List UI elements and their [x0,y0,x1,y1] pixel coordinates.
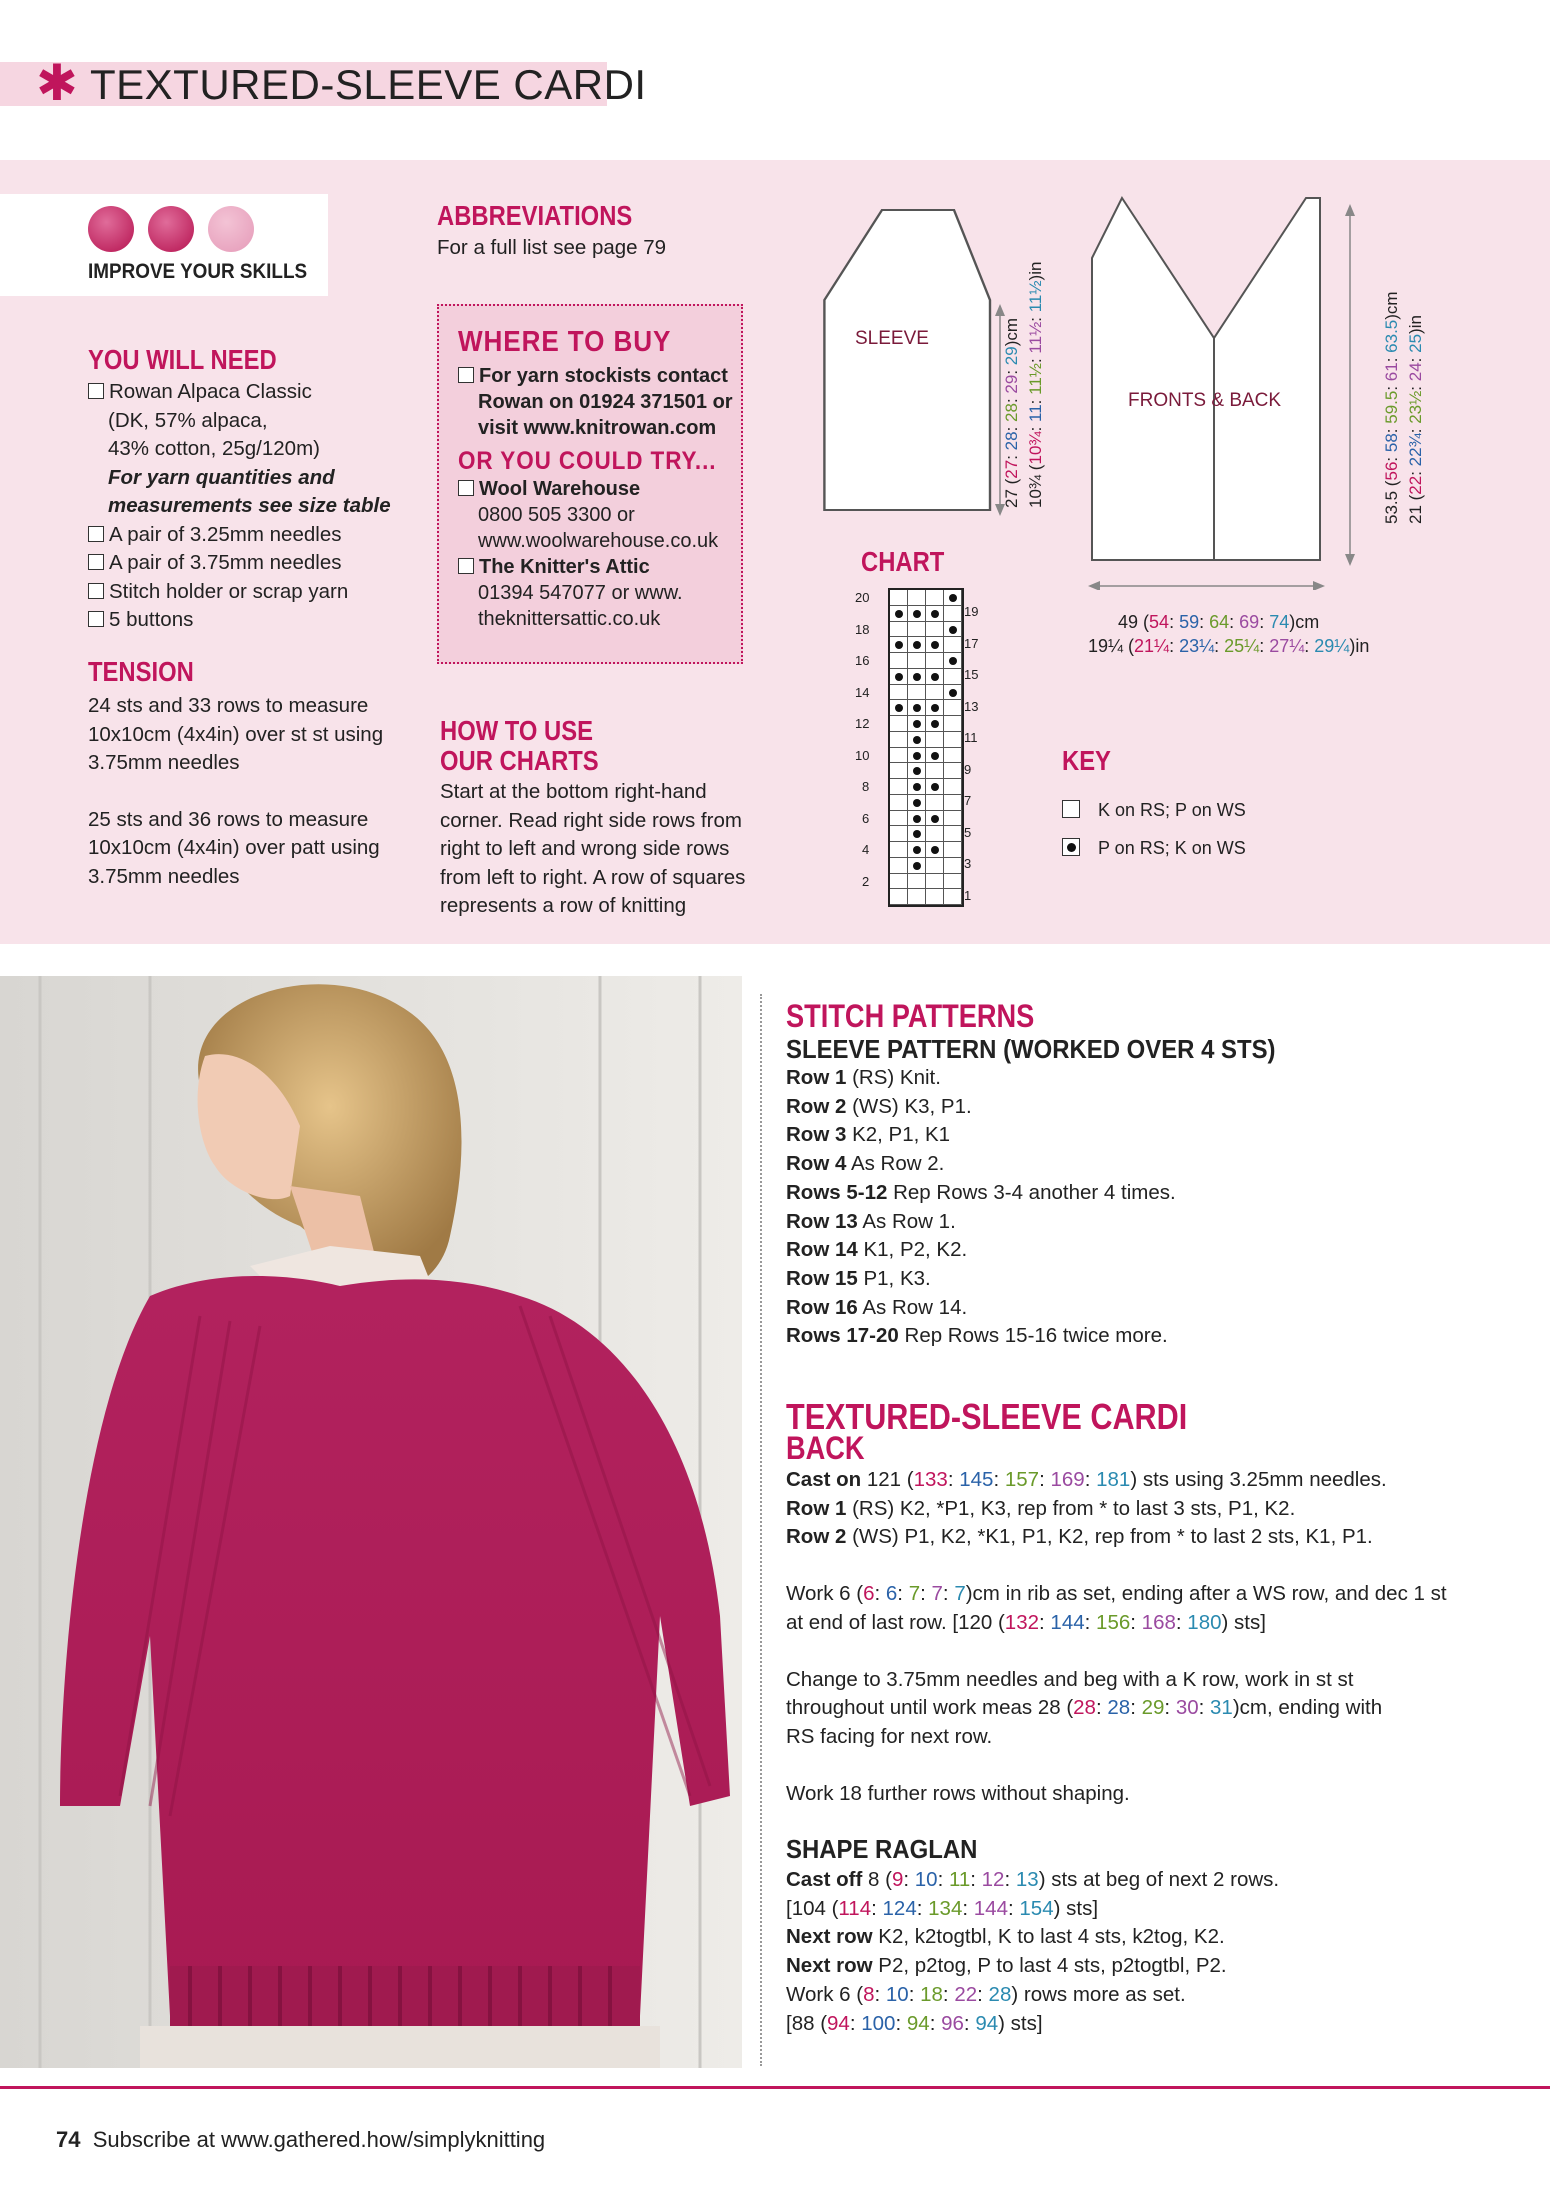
yarn-ball-icon [88,206,134,252]
knit-stitch-cell [908,622,926,638]
body-length-in: 21 (22: 22¾: 23½: 24: 25)in [1406,315,1425,524]
text-line: 24 sts and 33 rows to measure [88,694,369,717]
text-line: corner. Read right side rows from [440,808,742,832]
yarn-ball-icon [208,206,254,252]
purl-symbol-icon [1062,838,1080,856]
knit-stitch-cell [926,685,944,701]
sleeve-shape [824,210,990,510]
knit-stitch-cell [908,653,926,669]
how-to-use-text [440,778,745,921]
knit-stitch-cell [926,590,944,606]
purl-stitch-cell [926,606,944,622]
abbreviations-heading: ABBREVIATIONS [437,200,633,231]
text-line: 10x10cm (4x4in) over patt using [88,836,380,859]
list-item: A pair of 3.25mm needles [109,522,342,546]
abbreviations-text: For a full list see page 79 [437,236,667,259]
list-item: Stitch holder or scrap yarn [109,579,349,603]
knit-stitch-cell [908,685,926,701]
tension-heading: TENSION [88,656,194,687]
checkbox-icon [88,583,104,599]
knit-stitch-cell [908,590,926,606]
chart-row-number: 14 [855,684,870,700]
purl-stitch-cell [908,716,926,732]
text-line: throughout until work meas 28 (28: 28: 29: 30: 31)cm, ending with [786,1696,1383,1720]
knit-stitch-cell [908,874,926,890]
purl-stitch-cell [890,637,908,653]
list-note: measurements see size table [108,494,391,517]
knit-stitch-cell [944,779,962,795]
purl-stitch-cell [926,779,944,795]
text-line: from left to right. A row of squares [440,865,746,889]
chart-row-number: 19 [964,604,979,619]
text-line: Change to 3.75mm needles and beg with a K row, work in st st [786,1667,1354,1691]
stockist-name: The Knitter's Attic [479,556,650,578]
knit-stitch-cell [944,826,962,842]
key-heading: KEY [1062,745,1111,776]
list-item: A pair of 3.75mm needles [109,551,342,574]
chart-row-number: 17 [964,635,979,651]
knit-stitch-cell [944,669,962,685]
text-line: 3.75mm needles [88,751,240,774]
chart-row-number: 4 [862,842,870,857]
knit-symbol-icon [1062,800,1080,818]
chart-row-number: 11 [964,730,978,745]
purl-stitch-cell [944,653,962,669]
purl-stitch-cell [890,700,908,716]
raglan-instructions [786,1866,1279,2038]
pattern-row: Row 16 As Row 14. [786,1295,968,1319]
knit-stitch-cell [944,874,962,890]
purl-stitch-cell [944,590,962,606]
text-line: right to left and wrong side rows [440,837,730,860]
chart-row-number: 9 [964,761,972,777]
purl-stitch-cell [908,637,926,653]
chart-row-number: 1 [964,887,972,903]
purl-stitch-cell [890,669,908,685]
pattern-row: Rows 5-12 Rep Rows 3-4 another 4 times. [786,1180,1176,1204]
checkbox-icon [88,611,104,627]
text-line: Work 6 (6: 6: 7: 7: 7)cm in rib as set, ending after a WS row, and dec 1 st [786,1582,1447,1606]
pattern-row: Row 4 As Row 2. [786,1152,945,1176]
stitch-patterns-heading: STITCH PATTERNS [786,998,1035,1034]
sleeve-length-cm: 27 (27: 28: 28: 29: 29)cm [1002,317,1021,508]
purl-stitch-cell [926,716,944,732]
purl-stitch-cell [908,858,926,874]
pattern-row: Row 1 (RS) Knit. [786,1066,941,1089]
list-item: (DK, 57% alpaca, [108,408,268,432]
chart-row-number: 10 [855,747,870,763]
knit-stitch-cell [908,889,926,905]
text-line: represents a row of knitting [440,894,687,917]
sleeve-length-in: 10¾ (10¾: 11: 11½: 11½: 11½)in [1026,261,1045,508]
knit-stitch-cell [926,622,944,638]
sleeve-label: SLEEVE [855,328,929,349]
how-to-use-heading [440,716,599,776]
pattern-row: Rows 17-20 Rep Rows 15-16 twice more. [786,1324,1168,1348]
sleeve-pattern-rows [786,1064,1176,1351]
pattern-row: Row 13 As Row 1. [786,1209,956,1233]
knit-stitch-cell [890,795,908,811]
page-title: TEXTURED-SLEEVE CARDI [90,61,647,108]
you-will-need-heading: YOU WILL NEED [88,344,277,375]
purl-stitch-cell [926,748,944,764]
sleeve-pattern-subheading: SLEEVE PATTERN (WORKED OVER 4 STS) [786,1034,1276,1064]
body-length-cm: 53.5 (56: 58: 59.5: 61: 63.5)cm [1382,291,1401,524]
text-line: For yarn stockists contact [479,365,728,387]
checkbox-icon [458,367,474,383]
cardi-heading: TEXTURED-SLEEVE CARDI [786,1396,1188,1437]
chart-row-number: 13 [964,698,979,714]
knit-stitch-cell [890,748,908,764]
checkbox-icon [458,558,474,574]
list-item: 5 buttons [109,608,194,631]
knit-stitch-cell [944,763,962,779]
yarn-ball-icon [148,206,194,252]
purl-stitch-cell [908,748,926,764]
text-line: at end of last row. [120 (132: 144: 156: 168: 180) sts] [786,1610,1266,1634]
purl-stitch-cell [926,700,944,716]
knit-stitch-cell [890,590,908,606]
pattern-row: Row 2 (WS) K3, P1. [786,1094,972,1118]
knit-stitch-cell [890,889,908,905]
text-line: Work 18 further rows without shaping. [786,1781,1130,1805]
chart-row-number: 3 [964,856,972,871]
width-cm: 49 (54: 59: 64: 69: 74)cm [1118,612,1320,632]
text-line: Row 2 (WS) P1, K2, *K1, P1, K2, rep from * to last 2 sts, K1, P1. [786,1525,1373,1549]
knit-stitch-cell [926,874,944,890]
knit-stitch-cell [926,826,944,842]
knit-stitch-cell [890,779,908,795]
text-line: 10x10cm (4x4in) over st st using [88,722,384,746]
fronts-back-shape [1092,198,1320,560]
purl-stitch-cell [926,811,944,827]
purl-stitch-cell [944,622,962,638]
purl-stitch-cell [908,732,926,748]
purl-stitch-cell [908,811,926,827]
where-to-buy-heading: WHERE TO BUY [458,326,672,358]
chart-row-number: 16 [855,653,870,668]
tension-text [88,692,383,891]
knit-stitch-cell [944,889,962,905]
knit-stitch-cell [944,716,962,732]
knit-stitch-cell [926,732,944,748]
footer-rule [0,2086,1550,2089]
text-line: 25 sts and 36 rows to measure [88,807,369,831]
knit-stitch-cell [890,826,908,842]
pattern-row: Row 14 K1, P2, K2. [786,1238,968,1262]
text-line: Row 1 (RS) K2, *P1, K3, rep from * to last 3 sts, P1, K2. [786,1496,1296,1520]
knit-stitch-cell [890,858,908,874]
knit-stitch-cell [944,795,962,811]
purl-stitch-cell [926,637,944,653]
purl-stitch-cell [926,669,944,685]
purl-stitch-cell [908,606,926,622]
knit-stitch-cell [890,732,908,748]
key-purl-label: P on RS; K on WS [1098,838,1246,858]
knit-stitch-cell [890,811,908,827]
page-number: 74 [56,2127,81,2152]
list-item: 43% cotton, 25g/120m) [108,437,320,460]
pattern-row: Row 3 K2, P1, K1 [786,1123,951,1147]
knit-stitch-cell [944,858,962,874]
back-instructions [786,1466,1447,1808]
purl-stitch-cell [908,669,926,685]
text-line: Cast on 121 (133: 145: 157: 169: 181) sts using 3.25mm needles. [786,1468,1387,1491]
column-divider [760,994,762,2066]
checkbox-icon [88,554,104,570]
purl-stitch-cell [908,779,926,795]
purl-stitch-cell [908,795,926,811]
you-will-need-list [88,378,391,635]
heading-line: OUR CHARTS [440,745,599,776]
purl-stitch-cell [908,700,926,716]
chart-row-number: 2 [862,873,870,889]
text-line: visit www.knitrowan.com [478,417,717,439]
chart-row-number: 15 [964,667,979,682]
stockist-name: Wool Warehouse [479,478,641,500]
text-line: 3.75mm needles [88,864,240,888]
text-line: 0800 505 3300 or [478,504,635,526]
chart-row-number: 6 [862,810,870,826]
checkbox-icon [88,526,104,542]
subscribe-link[interactable]: Subscribe at www.gathered.how/simplyknitting [92,2127,546,2152]
chart-row-number: 7 [964,793,972,808]
chart-row-number: 18 [855,621,870,637]
text-line: www.woolwarehouse.co.uk [478,530,719,552]
knit-stitch-cell [926,889,944,905]
list-note: For yarn quantities and [108,465,335,489]
knit-stitch-cell [890,763,908,779]
stitch-chart [888,588,964,907]
pattern-row: Row 15 P1, K3. [786,1266,931,1290]
list-item: Rowan Alpaca Classic [109,380,312,403]
chart-row-number: 5 [964,824,972,840]
alt-stockists-heading: OR YOU COULD TRY... [458,447,717,475]
schematic-diagram [810,190,1370,590]
footer [56,2127,545,2153]
text-line: theknittersattic.co.uk [478,608,661,630]
purl-stitch-cell [890,606,908,622]
model-photo [0,976,742,2068]
knit-stitch-cell [890,653,908,669]
text-line: Start at the bottom right-hand [440,780,707,803]
knit-stitch-cell [944,700,962,716]
width-in: 19¼ (21¼: 23¼: 25¼: 27¼: 29¼)in [1088,636,1370,656]
shape-raglan-heading: SHAPE RAGLAN [786,1834,978,1864]
body-label: FRONTS & BACK [1128,390,1282,411]
knit-stitch-cell [890,874,908,890]
text-line: 01394 547077 or www. [478,582,683,604]
heading-line: HOW TO USE [440,715,593,746]
text-line: Next row P2, p2tog, P to last 4 sts, p2togtbl, P2. [786,1954,1227,1978]
text-line: Rowan on 01924 371501 or [478,391,733,413]
skills-label: IMPROVE YOUR SKILLS [88,260,308,283]
chart-row-number: 12 [855,716,870,731]
purl-stitch-cell [908,826,926,842]
text-line: Work 6 (8: 10: 18: 22: 28) rows more as set. [786,1982,1186,2006]
knit-stitch-cell [944,606,962,622]
knit-stitch-cell [926,653,944,669]
purl-stitch-cell [908,842,926,858]
text-line: Cast off 8 (9: 10: 11: 12: 13) sts at beg of next 2 rows. [786,1868,1280,1891]
chart-row-number: 8 [862,779,870,794]
knit-stitch-cell [944,842,962,858]
knit-stitch-cell [926,763,944,779]
knit-stitch-cell [944,637,962,653]
back-heading: BACK [786,1430,865,1466]
chart-row-number: 20 [855,590,870,605]
purl-stitch-cell [944,685,962,701]
asterisk-icon: ✱ [36,55,78,111]
knit-stitch-cell [926,858,944,874]
key-knit-label: K on RS; P on WS [1098,800,1246,820]
text-line: [88 (94: 100: 94: 96: 94) sts] [786,2011,1043,2035]
knit-stitch-cell [890,842,908,858]
knit-stitch-cell [944,748,962,764]
knit-stitch-cell [926,795,944,811]
knit-stitch-cell [890,622,908,638]
purl-stitch-cell [908,763,926,779]
purl-stitch-cell [926,842,944,858]
where-to-buy-box [437,304,743,664]
text-line: [104 (114: 124: 134: 144: 154) sts] [786,1896,1099,1920]
chart-heading: CHART [861,546,945,577]
checkbox-icon [88,383,104,399]
text-line: RS facing for next row. [786,1724,993,1748]
knit-stitch-cell [890,716,908,732]
checkbox-icon [458,480,474,496]
knit-stitch-cell [890,685,908,701]
knit-stitch-cell [944,732,962,748]
knit-stitch-cell [944,811,962,827]
text-line: Next row K2, k2togtbl, K to last 4 sts, k2tog, K2. [786,1925,1225,1949]
